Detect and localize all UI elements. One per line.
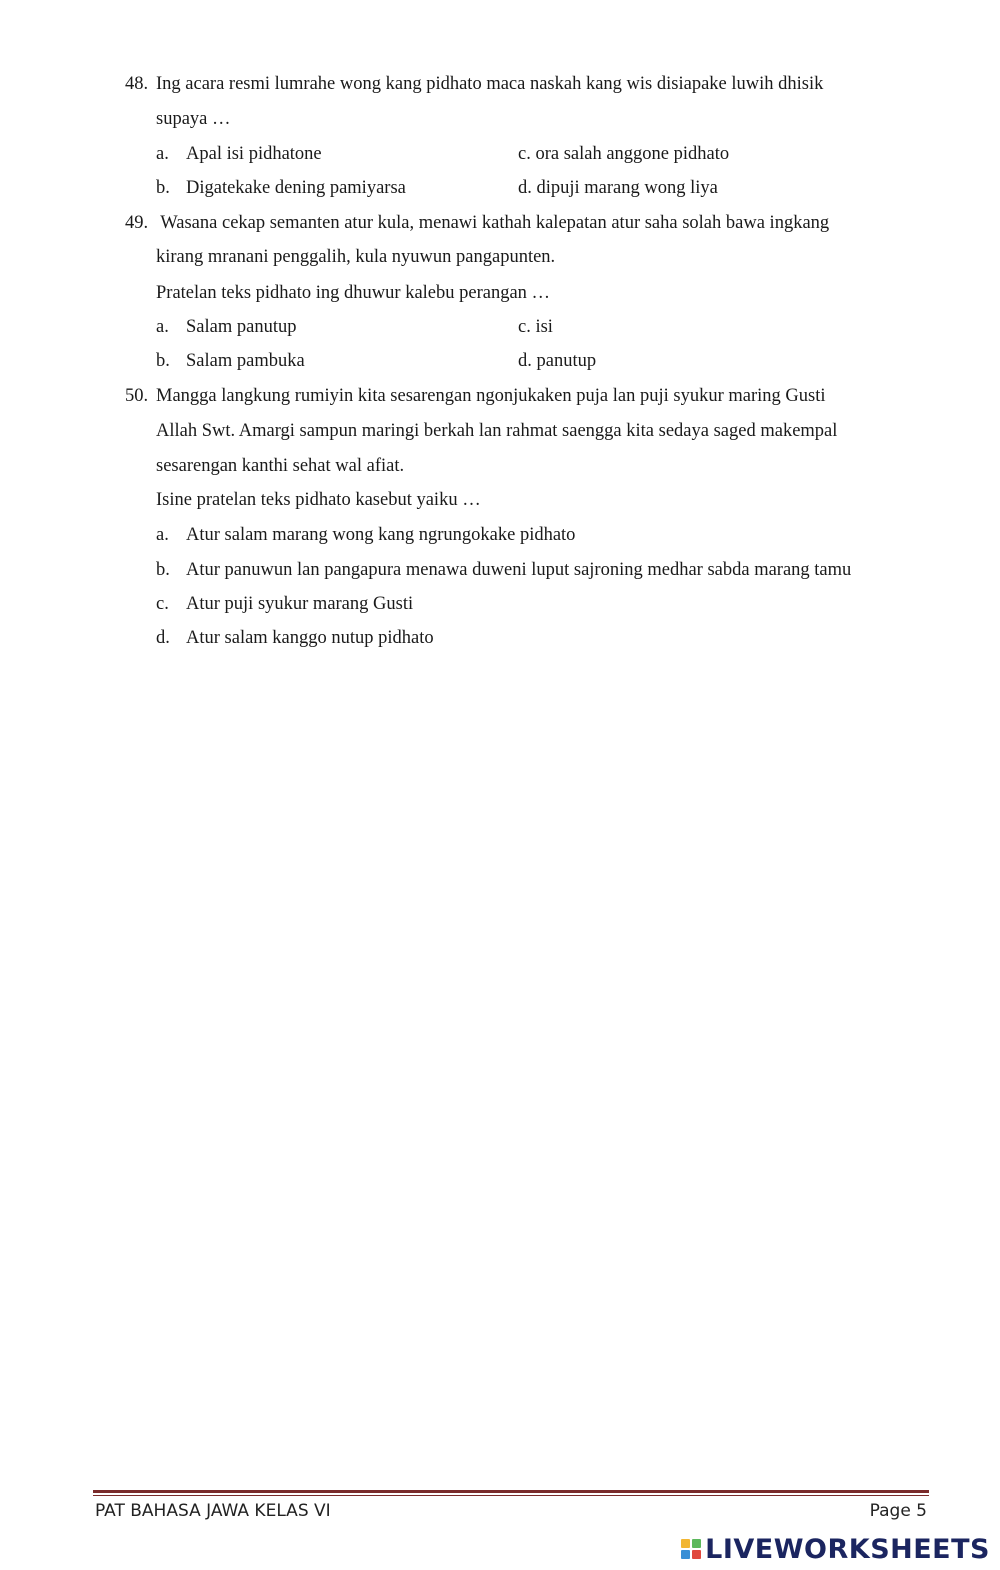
option-letter-a: a. bbox=[156, 144, 169, 164]
option-a[interactable]: Salam panutup bbox=[186, 317, 297, 337]
option-letter-b: b. bbox=[156, 560, 170, 580]
option-b[interactable]: Digatekake dening pamiyarsa bbox=[186, 178, 406, 198]
page-number: Page 5 bbox=[869, 1501, 927, 1521]
question-number: 48. bbox=[125, 74, 149, 94]
option-letter-c: c. bbox=[156, 594, 169, 614]
option-a[interactable]: Apal isi pidhatone bbox=[186, 144, 322, 164]
option-letter-b: b. bbox=[156, 178, 170, 198]
option-b[interactable]: Atur panuwun lan pangapura menawa duweni luput sajroning medhar sabda marang tamu bbox=[186, 560, 852, 580]
question-text: kirang mranani penggalih, kula nyuwun pangapunten. bbox=[156, 247, 556, 267]
liveworksheets-logo bbox=[681, 1534, 990, 1564]
option-d[interactable]: Atur salam kanggo nutup pidhato bbox=[186, 628, 434, 648]
footer-rule bbox=[93, 1490, 929, 1493]
option-d[interactable]: d. panutup bbox=[518, 351, 597, 371]
question-prompt: Pratelan teks pidhato ing dhuwur kalebu perangan … bbox=[156, 283, 551, 303]
question-text: sesarengan kanthi sehat wal afiat. bbox=[156, 456, 405, 476]
option-c[interactable]: c. isi bbox=[518, 317, 553, 337]
option-letter-a: a. bbox=[156, 317, 169, 337]
option-letter-d: d. bbox=[156, 628, 170, 648]
logo-text: LIVEWORKSHEETS bbox=[705, 1533, 990, 1565]
footer-title: PAT BAHASA JAWA KELAS VI bbox=[95, 1501, 331, 1521]
question-text: supaya … bbox=[156, 109, 231, 129]
footer-rule-thin bbox=[93, 1495, 929, 1496]
option-b[interactable]: Salam pambuka bbox=[186, 351, 305, 371]
option-letter-a: a. bbox=[156, 525, 169, 545]
option-a[interactable]: Atur salam marang wong kang ngrungokake pidhato bbox=[186, 525, 576, 545]
question-text: Allah Swt. Amargi sampun maringi berkah lan rahmat saengga kita sedaya saged makempal bbox=[156, 421, 838, 441]
option-letter-b: b. bbox=[156, 351, 170, 371]
question-number: 50. bbox=[125, 386, 149, 406]
option-d[interactable]: d. dipuji marang wong liya bbox=[518, 178, 718, 198]
question-prompt: Isine pratelan teks pidhato kasebut yaiku … bbox=[156, 490, 481, 510]
option-c[interactable]: c. ora salah anggone pidhato bbox=[518, 144, 730, 164]
question-number: 49. bbox=[125, 213, 149, 233]
question-text: Mangga langkung rumiyin kita sesarengan ngonjukaken puja lan puji syukur maring Gusti bbox=[156, 386, 826, 406]
option-c[interactable]: Atur puji syukur marang Gusti bbox=[186, 594, 414, 614]
logo-blocks-icon bbox=[681, 1539, 701, 1559]
question-text: Wasana cekap semanten atur kula, menawi kathah kalepatan atur saha solah bawa ingkang bbox=[156, 213, 830, 233]
question-text: Ing acara resmi lumrahe wong kang pidhato maca naskah kang wis disiapake luwih dhisik bbox=[156, 74, 824, 94]
